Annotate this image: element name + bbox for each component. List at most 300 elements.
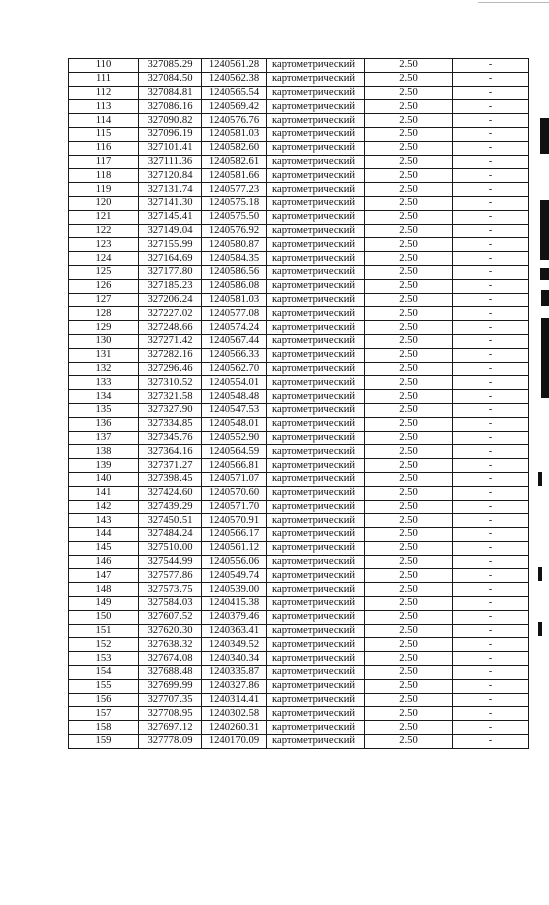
- y-coordinate-cell: 1240569.42: [202, 100, 267, 114]
- coordinates-table: [68, 58, 529, 749]
- table-row: [69, 721, 529, 735]
- description-cell: -: [453, 403, 529, 417]
- method-cell: картометрический: [267, 376, 365, 390]
- x-coordinate-cell: 327707.35: [139, 693, 202, 707]
- x-coordinate-cell: 327577.86: [139, 569, 202, 583]
- description-cell: -: [453, 100, 529, 114]
- x-coordinate-cell: 327101.41: [139, 141, 202, 155]
- y-coordinate-cell: 1240566.81: [202, 459, 267, 473]
- description-cell: -: [453, 459, 529, 473]
- x-coordinate-cell: 327364.16: [139, 445, 202, 459]
- point-number-cell: 129: [69, 321, 139, 335]
- description-cell: -: [453, 72, 529, 86]
- accuracy-cell: 2.50: [365, 141, 453, 155]
- accuracy-cell: 2.50: [365, 155, 453, 169]
- y-coordinate-cell: 1240349.52: [202, 638, 267, 652]
- accuracy-cell: 2.50: [365, 528, 453, 542]
- table-row: [69, 541, 529, 555]
- table-row: [69, 114, 529, 128]
- table-row: [69, 59, 529, 73]
- accuracy-cell: 2.50: [365, 210, 453, 224]
- method-cell: картометрический: [267, 307, 365, 321]
- accuracy-cell: 2.50: [365, 472, 453, 486]
- table-row: [69, 224, 529, 238]
- table-row: [69, 555, 529, 569]
- x-coordinate-cell: 327096.19: [139, 127, 202, 141]
- x-coordinate-cell: 327149.04: [139, 224, 202, 238]
- table-row: [69, 127, 529, 141]
- method-cell: картометрический: [267, 528, 365, 542]
- coordinates-table-body: [69, 59, 529, 749]
- accuracy-cell: 2.50: [365, 362, 453, 376]
- table-row: [69, 279, 529, 293]
- y-coordinate-cell: 1240302.58: [202, 707, 267, 721]
- y-coordinate-cell: 1240565.54: [202, 86, 267, 100]
- y-coordinate-cell: 1240575.18: [202, 196, 267, 210]
- method-cell: картометрический: [267, 735, 365, 749]
- description-cell: -: [453, 210, 529, 224]
- x-coordinate-cell: 327484.24: [139, 528, 202, 542]
- table-row: [69, 693, 529, 707]
- description-cell: -: [453, 445, 529, 459]
- y-coordinate-cell: 1240582.60: [202, 141, 267, 155]
- point-number-cell: 151: [69, 624, 139, 638]
- y-coordinate-cell: 1240586.08: [202, 279, 267, 293]
- accuracy-cell: 2.50: [365, 445, 453, 459]
- y-coordinate-cell: 1240576.76: [202, 114, 267, 128]
- table-row: [69, 293, 529, 307]
- accuracy-cell: 2.50: [365, 86, 453, 100]
- point-number-cell: 115: [69, 127, 139, 141]
- table-row: [69, 141, 529, 155]
- method-cell: картометрический: [267, 707, 365, 721]
- description-cell: -: [453, 390, 529, 404]
- point-number-cell: 156: [69, 693, 139, 707]
- x-coordinate-cell: 327674.08: [139, 652, 202, 666]
- x-coordinate-cell: 327086.16: [139, 100, 202, 114]
- y-coordinate-cell: 1240574.24: [202, 321, 267, 335]
- point-number-cell: 116: [69, 141, 139, 155]
- scan-artifact: [540, 268, 549, 280]
- accuracy-cell: 2.50: [365, 196, 453, 210]
- table-row: [69, 583, 529, 597]
- y-coordinate-cell: 1240577.23: [202, 183, 267, 197]
- x-coordinate-cell: 327164.69: [139, 252, 202, 266]
- accuracy-cell: 2.50: [365, 72, 453, 86]
- y-coordinate-cell: 1240571.70: [202, 500, 267, 514]
- method-cell: картометрический: [267, 141, 365, 155]
- x-coordinate-cell: 327145.41: [139, 210, 202, 224]
- table-row: [69, 514, 529, 528]
- y-coordinate-cell: 1240363.41: [202, 624, 267, 638]
- description-cell: -: [453, 362, 529, 376]
- accuracy-cell: 2.50: [365, 307, 453, 321]
- description-cell: -: [453, 693, 529, 707]
- x-coordinate-cell: 327327.90: [139, 403, 202, 417]
- x-coordinate-cell: 327688.48: [139, 666, 202, 680]
- y-coordinate-cell: 1240539.00: [202, 583, 267, 597]
- table-row: [69, 500, 529, 514]
- method-cell: картометрический: [267, 431, 365, 445]
- description-cell: -: [453, 583, 529, 597]
- y-coordinate-cell: 1240562.70: [202, 362, 267, 376]
- y-coordinate-cell: 1240340.34: [202, 652, 267, 666]
- point-number-cell: 127: [69, 293, 139, 307]
- point-number-cell: 157: [69, 707, 139, 721]
- point-number-cell: 138: [69, 445, 139, 459]
- y-coordinate-cell: 1240547.53: [202, 403, 267, 417]
- y-coordinate-cell: 1240554.01: [202, 376, 267, 390]
- accuracy-cell: 2.50: [365, 127, 453, 141]
- table-row: [69, 265, 529, 279]
- scan-artifact: [541, 318, 549, 398]
- y-coordinate-cell: 1240577.08: [202, 307, 267, 321]
- description-cell: -: [453, 183, 529, 197]
- table-row: [69, 238, 529, 252]
- method-cell: картометрический: [267, 555, 365, 569]
- method-cell: картометрический: [267, 693, 365, 707]
- y-coordinate-cell: 1240564.59: [202, 445, 267, 459]
- accuracy-cell: 2.50: [365, 390, 453, 404]
- x-coordinate-cell: 327085.29: [139, 59, 202, 73]
- scan-artifact: [538, 622, 542, 636]
- accuracy-cell: 2.50: [365, 403, 453, 417]
- method-cell: картометрический: [267, 541, 365, 555]
- method-cell: картометрический: [267, 127, 365, 141]
- point-number-cell: 128: [69, 307, 139, 321]
- x-coordinate-cell: 327271.42: [139, 334, 202, 348]
- point-number-cell: 126: [69, 279, 139, 293]
- method-cell: картометрический: [267, 472, 365, 486]
- table-row: [69, 528, 529, 542]
- method-cell: картометрический: [267, 652, 365, 666]
- y-coordinate-cell: 1240548.01: [202, 417, 267, 431]
- method-cell: картометрический: [267, 624, 365, 638]
- point-number-cell: 159: [69, 735, 139, 749]
- accuracy-cell: 2.50: [365, 610, 453, 624]
- y-coordinate-cell: 1240415.38: [202, 597, 267, 611]
- y-coordinate-cell: 1240260.31: [202, 721, 267, 735]
- x-coordinate-cell: 327177.80: [139, 265, 202, 279]
- table-row: [69, 321, 529, 335]
- y-coordinate-cell: 1240314.41: [202, 693, 267, 707]
- point-number-cell: 125: [69, 265, 139, 279]
- description-cell: -: [453, 735, 529, 749]
- method-cell: картометрический: [267, 348, 365, 362]
- description-cell: -: [453, 431, 529, 445]
- x-coordinate-cell: 327111.36: [139, 155, 202, 169]
- description-cell: -: [453, 376, 529, 390]
- method-cell: картометрический: [267, 321, 365, 335]
- point-number-cell: 152: [69, 638, 139, 652]
- method-cell: картометрический: [267, 293, 365, 307]
- method-cell: картометрический: [267, 514, 365, 528]
- point-number-cell: 130: [69, 334, 139, 348]
- table-row: [69, 666, 529, 680]
- page-top-rule: [478, 2, 549, 3]
- x-coordinate-cell: 327310.52: [139, 376, 202, 390]
- method-cell: картометрический: [267, 210, 365, 224]
- accuracy-cell: 2.50: [365, 417, 453, 431]
- table-row: [69, 334, 529, 348]
- point-number-cell: 133: [69, 376, 139, 390]
- description-cell: -: [453, 638, 529, 652]
- x-coordinate-cell: 327699.99: [139, 679, 202, 693]
- table-row: [69, 472, 529, 486]
- x-coordinate-cell: 327638.32: [139, 638, 202, 652]
- description-cell: -: [453, 486, 529, 500]
- accuracy-cell: 2.50: [365, 679, 453, 693]
- method-cell: картометрический: [267, 721, 365, 735]
- table-row: [69, 183, 529, 197]
- description-cell: -: [453, 707, 529, 721]
- accuracy-cell: 2.50: [365, 224, 453, 238]
- description-cell: -: [453, 265, 529, 279]
- description-cell: -: [453, 155, 529, 169]
- y-coordinate-cell: 1240586.56: [202, 265, 267, 279]
- description-cell: -: [453, 500, 529, 514]
- method-cell: картометрический: [267, 169, 365, 183]
- table-row: [69, 196, 529, 210]
- table-row: [69, 707, 529, 721]
- point-number-cell: 141: [69, 486, 139, 500]
- description-cell: -: [453, 293, 529, 307]
- accuracy-cell: 2.50: [365, 238, 453, 252]
- table-row: [69, 569, 529, 583]
- accuracy-cell: 2.50: [365, 265, 453, 279]
- x-coordinate-cell: 327620.30: [139, 624, 202, 638]
- accuracy-cell: 2.50: [365, 59, 453, 73]
- y-coordinate-cell: 1240581.66: [202, 169, 267, 183]
- point-number-cell: 112: [69, 86, 139, 100]
- point-number-cell: 134: [69, 390, 139, 404]
- method-cell: картометрический: [267, 86, 365, 100]
- point-number-cell: 154: [69, 666, 139, 680]
- description-cell: -: [453, 307, 529, 321]
- accuracy-cell: 2.50: [365, 541, 453, 555]
- y-coordinate-cell: 1240566.33: [202, 348, 267, 362]
- y-coordinate-cell: 1240575.50: [202, 210, 267, 224]
- x-coordinate-cell: 327227.02: [139, 307, 202, 321]
- x-coordinate-cell: 327248.66: [139, 321, 202, 335]
- table-row: [69, 376, 529, 390]
- table-row: [69, 459, 529, 473]
- method-cell: картометрический: [267, 114, 365, 128]
- description-cell: -: [453, 321, 529, 335]
- table-row: [69, 362, 529, 376]
- accuracy-cell: 2.50: [365, 252, 453, 266]
- description-cell: -: [453, 679, 529, 693]
- point-number-cell: 132: [69, 362, 139, 376]
- method-cell: картометрический: [267, 72, 365, 86]
- method-cell: картометрический: [267, 183, 365, 197]
- method-cell: картометрический: [267, 666, 365, 680]
- method-cell: картометрический: [267, 100, 365, 114]
- method-cell: картометрический: [267, 265, 365, 279]
- description-cell: -: [453, 127, 529, 141]
- x-coordinate-cell: 327090.82: [139, 114, 202, 128]
- method-cell: картометрический: [267, 59, 365, 73]
- x-coordinate-cell: 327778.09: [139, 735, 202, 749]
- point-number-cell: 145: [69, 541, 139, 555]
- x-coordinate-cell: 327573.75: [139, 583, 202, 597]
- point-number-cell: 136: [69, 417, 139, 431]
- method-cell: картометрический: [267, 279, 365, 293]
- table-row: [69, 486, 529, 500]
- accuracy-cell: 2.50: [365, 569, 453, 583]
- description-cell: -: [453, 224, 529, 238]
- description-cell: -: [453, 252, 529, 266]
- description-cell: -: [453, 514, 529, 528]
- description-cell: -: [453, 610, 529, 624]
- method-cell: картометрический: [267, 403, 365, 417]
- method-cell: картометрический: [267, 679, 365, 693]
- table-row: [69, 72, 529, 86]
- description-cell: -: [453, 348, 529, 362]
- table-row: [69, 348, 529, 362]
- method-cell: картометрический: [267, 252, 365, 266]
- accuracy-cell: 2.50: [365, 500, 453, 514]
- accuracy-cell: 2.50: [365, 321, 453, 335]
- y-coordinate-cell: 1240552.90: [202, 431, 267, 445]
- y-coordinate-cell: 1240571.07: [202, 472, 267, 486]
- accuracy-cell: 2.50: [365, 376, 453, 390]
- scan-artifact: [541, 290, 549, 306]
- y-coordinate-cell: 1240327.86: [202, 679, 267, 693]
- description-cell: -: [453, 334, 529, 348]
- accuracy-cell: 2.50: [365, 348, 453, 362]
- table-row: [69, 100, 529, 114]
- accuracy-cell: 2.50: [365, 597, 453, 611]
- table-row: [69, 210, 529, 224]
- table-row: [69, 252, 529, 266]
- method-cell: картометрический: [267, 583, 365, 597]
- table-row: [69, 403, 529, 417]
- y-coordinate-cell: 1240582.61: [202, 155, 267, 169]
- x-coordinate-cell: 327120.84: [139, 169, 202, 183]
- x-coordinate-cell: 327084.81: [139, 86, 202, 100]
- accuracy-cell: 2.50: [365, 459, 453, 473]
- y-coordinate-cell: 1240580.87: [202, 238, 267, 252]
- y-coordinate-cell: 1240570.60: [202, 486, 267, 500]
- y-coordinate-cell: 1240581.03: [202, 293, 267, 307]
- point-number-cell: 131: [69, 348, 139, 362]
- accuracy-cell: 2.50: [365, 114, 453, 128]
- method-cell: картометрический: [267, 224, 365, 238]
- y-coordinate-cell: 1240556.06: [202, 555, 267, 569]
- point-number-cell: 148: [69, 583, 139, 597]
- description-cell: -: [453, 721, 529, 735]
- point-number-cell: 140: [69, 472, 139, 486]
- accuracy-cell: 2.50: [365, 293, 453, 307]
- point-number-cell: 123: [69, 238, 139, 252]
- description-cell: -: [453, 472, 529, 486]
- accuracy-cell: 2.50: [365, 638, 453, 652]
- x-coordinate-cell: 327607.52: [139, 610, 202, 624]
- accuracy-cell: 2.50: [365, 721, 453, 735]
- y-coordinate-cell: 1240584.35: [202, 252, 267, 266]
- table-row: [69, 307, 529, 321]
- accuracy-cell: 2.50: [365, 431, 453, 445]
- table-row: [69, 155, 529, 169]
- point-number-cell: 147: [69, 569, 139, 583]
- y-coordinate-cell: 1240548.48: [202, 390, 267, 404]
- point-number-cell: 139: [69, 459, 139, 473]
- point-number-cell: 110: [69, 59, 139, 73]
- y-coordinate-cell: 1240570.91: [202, 514, 267, 528]
- table-row: [69, 445, 529, 459]
- scan-artifact: [540, 118, 549, 154]
- x-coordinate-cell: 327371.27: [139, 459, 202, 473]
- table-row: [69, 638, 529, 652]
- x-coordinate-cell: 327185.23: [139, 279, 202, 293]
- method-cell: картометрический: [267, 597, 365, 611]
- point-number-cell: 149: [69, 597, 139, 611]
- x-coordinate-cell: 327282.16: [139, 348, 202, 362]
- y-coordinate-cell: 1240566.17: [202, 528, 267, 542]
- accuracy-cell: 2.50: [365, 334, 453, 348]
- x-coordinate-cell: 327544.99: [139, 555, 202, 569]
- description-cell: -: [453, 597, 529, 611]
- accuracy-cell: 2.50: [365, 555, 453, 569]
- point-number-cell: 113: [69, 100, 139, 114]
- point-number-cell: 153: [69, 652, 139, 666]
- table-row: [69, 390, 529, 404]
- accuracy-cell: 2.50: [365, 100, 453, 114]
- point-number-cell: 142: [69, 500, 139, 514]
- y-coordinate-cell: 1240581.03: [202, 127, 267, 141]
- x-coordinate-cell: 327131.74: [139, 183, 202, 197]
- table-row: [69, 597, 529, 611]
- point-number-cell: 158: [69, 721, 139, 735]
- x-coordinate-cell: 327439.29: [139, 500, 202, 514]
- accuracy-cell: 2.50: [365, 624, 453, 638]
- method-cell: картометрический: [267, 417, 365, 431]
- description-cell: -: [453, 196, 529, 210]
- method-cell: картометрический: [267, 445, 365, 459]
- y-coordinate-cell: 1240170.09: [202, 735, 267, 749]
- x-coordinate-cell: 327450.51: [139, 514, 202, 528]
- point-number-cell: 117: [69, 155, 139, 169]
- point-number-cell: 122: [69, 224, 139, 238]
- y-coordinate-cell: 1240335.87: [202, 666, 267, 680]
- x-coordinate-cell: 327334.85: [139, 417, 202, 431]
- accuracy-cell: 2.50: [365, 486, 453, 500]
- x-coordinate-cell: 327345.76: [139, 431, 202, 445]
- point-number-cell: 114: [69, 114, 139, 128]
- x-coordinate-cell: 327084.50: [139, 72, 202, 86]
- point-number-cell: 155: [69, 679, 139, 693]
- description-cell: -: [453, 624, 529, 638]
- x-coordinate-cell: 327584.03: [139, 597, 202, 611]
- point-number-cell: 137: [69, 431, 139, 445]
- x-coordinate-cell: 327206.24: [139, 293, 202, 307]
- x-coordinate-cell: 327697.12: [139, 721, 202, 735]
- description-cell: -: [453, 114, 529, 128]
- y-coordinate-cell: 1240567.44: [202, 334, 267, 348]
- x-coordinate-cell: 327424.60: [139, 486, 202, 500]
- accuracy-cell: 2.50: [365, 183, 453, 197]
- description-cell: -: [453, 417, 529, 431]
- x-coordinate-cell: 327321.58: [139, 390, 202, 404]
- description-cell: -: [453, 141, 529, 155]
- point-number-cell: 111: [69, 72, 139, 86]
- y-coordinate-cell: 1240576.92: [202, 224, 267, 238]
- x-coordinate-cell: 327510.00: [139, 541, 202, 555]
- description-cell: -: [453, 169, 529, 183]
- x-coordinate-cell: 327708.95: [139, 707, 202, 721]
- table-row: [69, 610, 529, 624]
